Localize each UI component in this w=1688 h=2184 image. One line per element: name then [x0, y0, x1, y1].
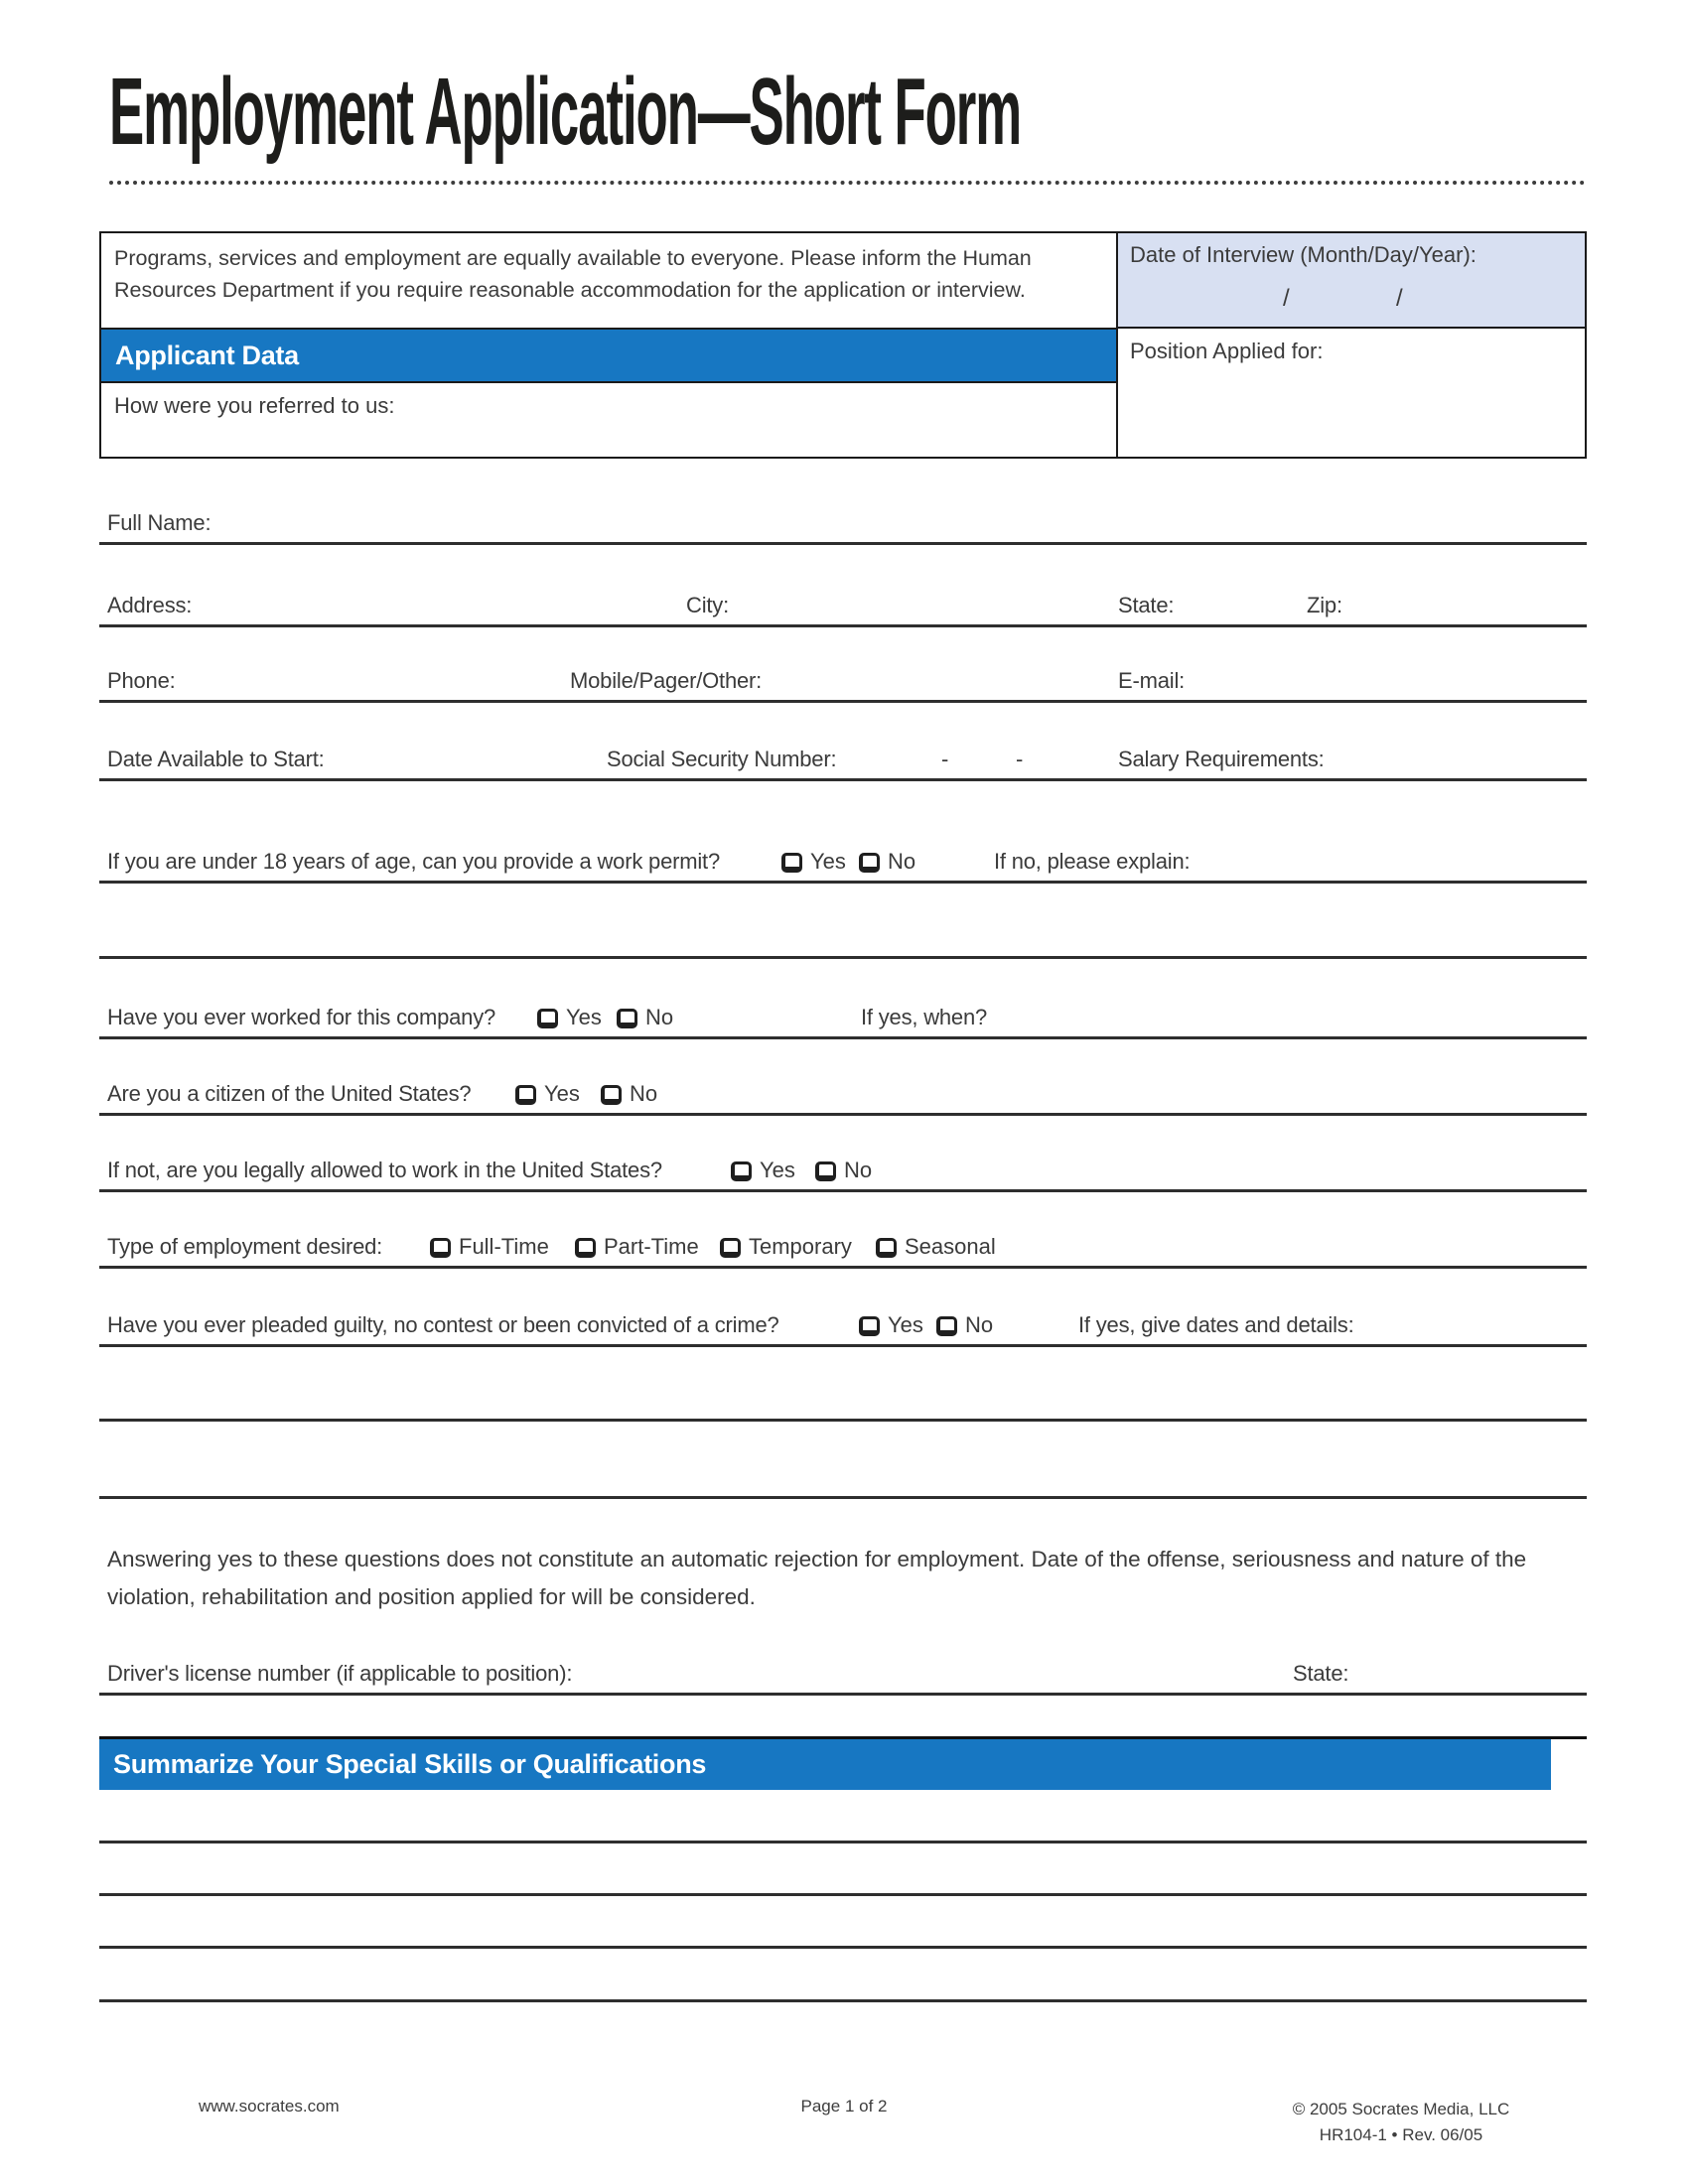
footer-website: www.socrates.com: [199, 2097, 340, 2116]
citizen-no-label: No: [630, 1081, 658, 1106]
date-available-label: Date Available to Start:: [107, 747, 325, 771]
legally-allowed-question-label: If not, are you legally allowed to work in the United States?: [107, 1158, 662, 1182]
address-label: Address:: [107, 593, 193, 617]
referred-cell: [99, 381, 1118, 459]
position-applied-label: Position Applied for:: [1130, 339, 1324, 363]
applicant-data-section-header: Applicant Data: [99, 328, 1118, 383]
mobile-pager-other-label: Mobile/Pager/Other:: [570, 668, 763, 693]
temporary-label: Temporary: [749, 1234, 852, 1259]
worked-before-question-row: [99, 997, 1587, 1039]
skills-blank-line-4: [99, 1960, 1587, 2002]
drivers-license-label: Driver's license number (if applicable to position):: [107, 1661, 573, 1686]
skills-blank-line-2: [99, 1853, 1587, 1896]
ssn-label: Social Security Number:: [607, 747, 837, 771]
crime-details-blank-line-1: [99, 1379, 1587, 1422]
employment-type-question-row: [99, 1226, 1587, 1269]
address-field-row: [99, 585, 1587, 627]
footer-copyright: © 2005 Socrates Media, LLC: [1292, 2100, 1510, 2118]
state-label: State:: [1118, 593, 1175, 617]
referred-label: How were you referred to us:: [114, 393, 395, 418]
work-permit-no-label: No: [888, 849, 916, 874]
page-title: Employment Application—Short Form: [109, 59, 1022, 165]
citizen-no-checkbox[interactable]: [601, 1085, 622, 1105]
ssn-dash-2: -: [1016, 747, 1024, 771]
zip-label: Zip:: [1307, 593, 1342, 617]
worked-before-no-label: No: [645, 1005, 674, 1029]
parttime-label: Part-Time: [604, 1234, 699, 1259]
work-permit-question-label: If you are under 18 years of age, can you provide a work permit?: [107, 849, 720, 874]
work-permit-explain-blank-line: [99, 916, 1587, 959]
work-permit-yes-checkbox[interactable]: [781, 853, 802, 873]
crime-no-label: No: [965, 1312, 994, 1337]
legally-allowed-no-checkbox[interactable]: [815, 1161, 836, 1181]
position-applied-cell: [1116, 327, 1587, 459]
employment-type-fulltime-option: [430, 1234, 549, 1260]
crime-no-checkbox[interactable]: [936, 1316, 957, 1336]
worked-before-yes-checkbox[interactable]: [537, 1009, 558, 1028]
full-name-field-row: [99, 502, 1587, 545]
full-name-label: Full Name:: [107, 510, 211, 535]
date-of-interview-label: Date of Interview (Month/Day/Year):: [1130, 242, 1477, 267]
work-permit-yes-option: [781, 849, 846, 875]
crime-yes-label: Yes: [888, 1312, 923, 1337]
crime-followup-label: If yes, give dates and details:: [1078, 1312, 1354, 1337]
salary-requirements-label: Salary Requirements:: [1118, 747, 1325, 771]
crime-question-row: [99, 1304, 1587, 1347]
worked-before-yes-option: [537, 1005, 602, 1030]
legally-allowed-question-row: [99, 1150, 1587, 1192]
citizen-yes-option: [515, 1081, 580, 1107]
citizen-yes-label: Yes: [544, 1081, 580, 1106]
legally-allowed-yes-option: [731, 1158, 795, 1183]
license-state-label: State:: [1293, 1661, 1349, 1686]
conviction-note: Answering yes to these questions does not constitute an automatic rejection for employment. Date of the offense, seriousness and nature of the violation, rehabilitation and position applied for will be considered.: [107, 1547, 1527, 1609]
employment-type-parttime-option: [575, 1234, 699, 1260]
employment-type-seasonal-option: [876, 1234, 996, 1260]
temporary-checkbox[interactable]: [720, 1238, 741, 1258]
citizen-yes-checkbox[interactable]: [515, 1085, 536, 1105]
equal-opportunity-notice: Programs, services and employment are equally available to everyone. Please inform the Human Resources Department if you require reasonable accommodation for the application or interview.: [99, 231, 1118, 330]
worked-before-yes-label: Yes: [566, 1005, 602, 1029]
ssn-dash-1: -: [941, 747, 949, 771]
city-label: City:: [686, 593, 730, 617]
work-permit-yes-label: Yes: [810, 849, 846, 874]
employment-type-question-label: Type of employment desired:: [107, 1234, 383, 1259]
citizen-no-option: [601, 1081, 657, 1107]
skills-blank-line-3: [99, 1906, 1587, 1949]
work-permit-no-option: [859, 849, 915, 875]
phone-field-row: [99, 660, 1587, 703]
parttime-checkbox[interactable]: [575, 1238, 596, 1258]
crime-yes-checkbox[interactable]: [859, 1316, 880, 1336]
skills-section-header: Summarize Your Special Skills or Qualifications: [99, 1739, 1551, 1790]
date-slash-1: /: [1283, 285, 1290, 312]
crime-details-blank-line-2: [99, 1456, 1587, 1499]
footer-doc-id: HR104-1 • Rev. 06/05: [1319, 2125, 1483, 2144]
legally-allowed-no-option: [815, 1158, 872, 1183]
worked-before-no-option: [617, 1005, 673, 1030]
fulltime-label: Full-Time: [459, 1234, 549, 1259]
email-label: E-mail:: [1118, 668, 1186, 693]
skills-blank-line-1: [99, 1801, 1587, 1843]
fulltime-checkbox[interactable]: [430, 1238, 451, 1258]
date-of-interview-cell: [1116, 231, 1587, 329]
seasonal-checkbox[interactable]: [876, 1238, 897, 1258]
crime-question-label: Have you ever pleaded guilty, no contest or been convicted of a crime?: [107, 1312, 779, 1337]
worked-before-question-label: Have you ever worked for this company?: [107, 1005, 496, 1029]
worked-before-no-checkbox[interactable]: [617, 1009, 637, 1028]
legally-allowed-yes-checkbox[interactable]: [731, 1161, 752, 1181]
crime-yes-option: [859, 1312, 923, 1338]
work-permit-no-checkbox[interactable]: [859, 853, 880, 873]
seasonal-label: Seasonal: [905, 1234, 996, 1259]
citizen-question-row: [99, 1073, 1587, 1116]
availability-field-row: [99, 739, 1587, 781]
crime-no-option: [936, 1312, 993, 1338]
work-permit-followup-label: If no, please explain:: [994, 849, 1191, 874]
citizen-question-label: Are you a citizen of the United States?: [107, 1081, 472, 1106]
work-permit-question-row: [99, 841, 1587, 884]
title-dotted-rule: [109, 149, 1586, 185]
footer-page-number: Page 1 of 2: [800, 2097, 888, 2116]
footer-copyright-block: [1212, 2097, 1590, 2148]
worked-before-followup-label: If yes, when?: [861, 1005, 988, 1029]
phone-label: Phone:: [107, 668, 176, 693]
date-slash-2: /: [1396, 285, 1403, 312]
drivers-license-field-row: [99, 1653, 1587, 1696]
employment-type-temporary-option: [720, 1234, 852, 1260]
legally-allowed-no-label: No: [844, 1158, 873, 1182]
legally-allowed-yes-label: Yes: [760, 1158, 795, 1182]
